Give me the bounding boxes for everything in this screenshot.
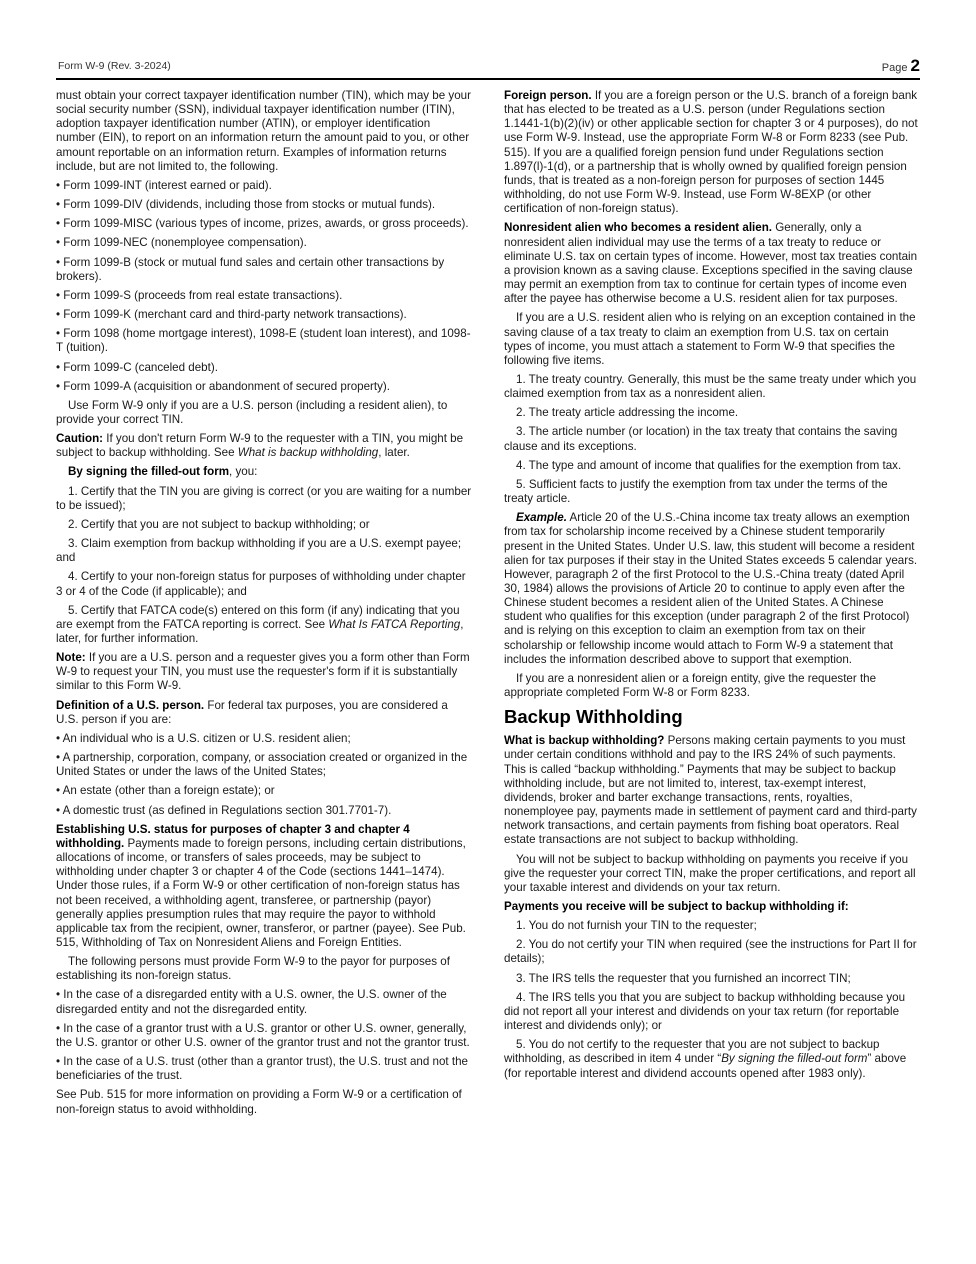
paragraph-intro: must obtain your correct taxpayer identification number (TIN), which may be your social security number (SSN), individual taxpayer identification number (ITIN), adoption taxpayer identification number (ATIN), or employer identification number (EIN), to report on an information return the amount paid to you, or other amount reportable on an information return. Examples of information returns include, but are not limited to, the following.: [56, 89, 471, 173]
text-run: Generally, only a nonresident alien individual may use the terms of a tax treaty to reduce or eliminate U.S. tax on certain types of income. However, most tax treaties contain a provision known as a saving clause. Exceptions specified in the saving clause may permit an exemption from tax to continue for certain types of income even after the payee has otherwise become a U.S. resident alien for tax purposes.: [504, 221, 918, 306]
paragraph-t1: 1. The treaty country. Generally, this must be the same treaty under which you claimed exemption from tax as a nonresident alien.: [504, 372, 917, 401]
paragraph-s3: 3. Claim exemption from backup withholding if you are a U.S. exempt payee; and: [56, 537, 462, 565]
bold-run: Establishing U.S. status for purposes of chapter 3 and chapter 4 withholding.: [56, 822, 410, 850]
page-number: 2: [910, 56, 920, 75]
paragraph-f3: • In the case of a U.S. trust (other than a grantor trust), the U.S. trust and not the beneficiaries of the trust.: [56, 1055, 468, 1083]
paragraph-b7: • Form 1099-K (merchant card and third-party network transactions).: [56, 308, 407, 322]
paragraph-p1: 1. You do not furnish your TIN to the requester;: [516, 919, 757, 933]
paragraph-following: The following persons must provide Form W-9 to the payor for purposes of establishing its non-foreign status.: [56, 955, 450, 983]
paragraph-d3: • An estate (other than a foreign estate); or: [56, 784, 275, 798]
text-run: 5. Certify that FATCA code(s) entered on this form (if any) indicating that you are exempt from the FATCA reporting is correct. See: [56, 603, 460, 631]
paragraph-t4: 4. The type and amount of income that qualifies for the exemption from tax.: [516, 458, 902, 472]
paragraph-foreign: [504, 89, 918, 216]
italic-run: By signing the filled-out form: [721, 1052, 868, 1066]
bold-run: Nonresident alien who becomes a resident alien.: [504, 221, 773, 235]
paragraph-b4: • Form 1099-NEC (nonemployee compensation).: [56, 236, 307, 250]
bold-run: Definition of a U.S. person.: [56, 698, 205, 712]
paragraph-pub515: See Pub. 515 for more information on providing a Form W-9 or a certification of non-foreign status to avoid withholding.: [56, 1088, 462, 1116]
paragraph-p3: 3. The IRS tells the requester that you furnished an incorrect TIN;: [516, 971, 851, 985]
paragraph-f1: • In the case of a disregarded entity with a U.S. owner, the U.S. owner of the disregarded entity and not the disregarded entity.: [56, 988, 447, 1016]
italic-run: What is backup withholding: [237, 446, 379, 460]
paragraph-p5: [504, 1038, 918, 1080]
paragraph-use: Use Form W-9 only if you are a U.S. person (including a resident alien), to provide your correct TIN.: [56, 398, 448, 426]
paragraph-caution: [56, 432, 472, 460]
page-label: Page: [881, 62, 908, 74]
paragraph-ifres: If you are a U.S. resident alien who is relying on an exception contained in the saving clause of a tax treaty to claim an exemption from U.S. tax on certain types of income, you must attach a statement to Form W-9 that specifies the following five items.: [504, 311, 916, 367]
paragraph-b2: • Form 1099-DIV (dividends, including those from stocks or mutual funds).: [56, 198, 436, 212]
paragraph-d2: • A partnership, corporation, company, or association created or organized in the United States or under the laws of the United States;: [56, 751, 468, 779]
bold-run: Note:: [56, 651, 86, 665]
text-run: ” above (for reportable interest and dividend accounts opened after 1983 only).: [504, 1052, 907, 1080]
paragraph-b5: • Form 1099-B (stock or mutual fund sales and certain other transactions by brokers).: [56, 255, 445, 283]
right-column: [504, 89, 918, 1086]
paragraph-nonforeign: If you are a nonresident alien or a foreign entity, give the requester the appropriate completed Form W-8 or Form 8233.: [504, 671, 877, 700]
paragraph-b10: • Form 1099-A (acquisition or abandonment of secured property).: [56, 379, 391, 393]
paragraph-def: [56, 699, 472, 727]
paragraph-t3: 3. The article number (or location) in the tax treaty that contains the saving clause and its exceptions.: [504, 425, 898, 453]
paragraph-s5: [56, 604, 472, 646]
paragraph-d4: • A domestic trust (as defined in Regulations section 301.7701-7).: [56, 803, 392, 817]
left-column: [56, 89, 472, 1122]
text-run: , you:: [229, 465, 258, 479]
paragraph-willnot: You will not be subject to backup withholding on payments you receive if you give the requester your correct TIN, make the proper certifications, and report all your taxable interest and dividends on your tax return.: [504, 852, 916, 894]
paragraph-t5: 5. Sufficient facts to justify the exemption from tax under the terms of the treaty article.: [504, 477, 888, 506]
bold-run: By signing the filled-out form: [68, 465, 230, 479]
paragraph-note: [56, 651, 472, 693]
paragraph-f2: • In the case of a grantor trust with a U.S. grantor or other U.S. owner, generally, the U.S. grantor or other U.S. owner of the grantor trust and not the grantor trust.: [56, 1021, 470, 1049]
paragraph-s2: 2. Certify that you are not subject to backup withholding; or: [68, 517, 370, 531]
text-run: For federal tax purposes, you are considered a U.S. person if you are:: [56, 698, 448, 726]
bold-run: Payments you receive will be subject to backup withholding if:: [504, 899, 849, 913]
paragraph-s4: 4. Certify to your non-foreign status for purposes of withholding under chapter 3 or 4 of the Code (if applicable); and: [56, 570, 466, 598]
bold-run: Foreign person.: [504, 89, 592, 102]
paragraph-b9: • Form 1099-C (canceled debt).: [56, 360, 218, 374]
paragraph-p2: 2. You do not certify your TIN when required (see the instructions for Part II for details);: [504, 938, 917, 966]
page-indicator: [882, 56, 920, 76]
bold-run: What is backup withholding?: [504, 734, 665, 748]
text-run: If you are a foreign person or the U.S. branch of a foreign bank that has elected to be treated as a U.S. person (under Regulations section 1.1441-1(b)(2)(iv) or other applicable section for chapter 3 or 4 purposes), do not use Form W-9. Instead, use the appropriate Form W-8 or Form 8233 (see Pub. 515). If you are a qualified foreign pension fund under Regulations section 1.897(l)-1(d), or a partnership that is wholly owned by qualified foreign pension funds, that is treated as a non-foreign person for purposes of section 1445 withholding, do not use Form W-9. Instead, use Form W-8EXP (or other certification of non-foreign status).: [504, 89, 918, 216]
form-label: Form W-9 (Rev. 3-2024): [58, 60, 171, 72]
paragraph-b8: • Form 1098 (home mortgage interest), 1098-E (student loan interest), and 1098-T (tuition).: [56, 327, 471, 355]
paragraph-example: [504, 511, 918, 667]
bold-run: Example.: [516, 511, 567, 525]
paragraph-s1: 1. Certify that the TIN you are giving is correct (or you are waiting for a number to be issued);: [56, 484, 472, 512]
paragraph-nonres: [504, 221, 918, 306]
paragraph-b1: • Form 1099-INT (interest earned or paid).: [56, 178, 272, 192]
page-header: [56, 58, 920, 80]
text-run: 5. You do not certify to the requester that you are not subject to backup withholding, as described in item 4 under “: [504, 1038, 880, 1066]
section-heading: Backup Withholding: [504, 706, 683, 728]
text-run: , later.: [378, 446, 410, 460]
paragraph-d1: • An individual who is a U.S. citizen or U.S. resident alien;: [56, 731, 351, 745]
text-run: , later, for further information.: [56, 617, 464, 645]
bold-run: Caution:: [56, 432, 104, 446]
paragraph-p4: 4. The IRS tells you that you are subject to backup withholding because you did not report all your interest and dividends on your tax return (for reportable interest and dividends only); or: [504, 990, 906, 1033]
text-run: Payments made to foreign persons, including certain distributions, allocations of income, or transfers of sales proceeds, may be subject to withholding under chapter 3 or chapter 4 of the Code (sections 1441–1474). Under those rules, if a Form W-9 or other certification of non-foreign status has not been received, a withholding agent, transferee, or partnership (payor) generally applies presumption rules that may require the payor to withhold applicable tax from the recipient, owner, transferor, or partner (payee). See Pub. 515, Withholding of Tax on Nonresident Aliens and Foreign Entities.: [56, 836, 466, 949]
text-run: If you don't return Form W-9 to the requester with a TIN, you might be subject to backup withholding. See: [56, 432, 464, 460]
paragraph-signing: [56, 465, 472, 479]
italic-run: What Is FATCA Reporting: [328, 617, 461, 631]
text-run: If you are a U.S. person and a requester gives you a form other than Form W-9 to request your TIN, you must use the requester's form if it is substantially similar to this Form W-9.: [56, 651, 470, 693]
paragraph-b6: • Form 1099-S (proceeds from real estate transactions).: [56, 288, 343, 302]
paragraph-subject: [504, 900, 918, 914]
paragraph-t2: 2. The treaty article addressing the income.: [516, 406, 739, 420]
paragraph-b3: • Form 1099-MISC (various types of income, prizes, awards, or gross proceeds).: [56, 217, 469, 231]
text-run: Article 20 of the U.S.-China income tax treaty allows an exemption from tax for scholarship income received by a Chinese student temporarily present in the United States. Under U.S. law, this student will become a resident alien for tax purposes if their stay in the United States exceeds 5 calendar years. However, paragraph 2 of the first Protocol to the U.S.-China treaty (dated April 30, 1984) allows the provisions of Article 20 to continue to apply even after the Chinese student becomes a resident alien of the United States. A Chinese student who qualifies for this exception (under paragraph 2 of the first Protocol) and is relying on this exception to claim an exemption from tax on their scholarship or fellowship income would attach to Form W-9 a statement that includes the information described above to support that exemption.: [504, 511, 918, 666]
text-run: Persons making certain payments to you must under certain conditions withhold and pay to the IRS 24% of such payments. This is called “backup withholding.” Payments that may be subject to backup withholding include, but are not limited to, interest, tax-exempt interest, dividends, broker and barter exchange transactions, rents, royalties, nonemployee pay, payments made in settlement of payment card and third-party network transactions, and certain payments from fishing boat operators. Real estate transactions are not subject to backup withholding.: [504, 734, 917, 847]
paragraph-whatis: [504, 734, 918, 847]
paragraph-estab: [56, 823, 472, 950]
